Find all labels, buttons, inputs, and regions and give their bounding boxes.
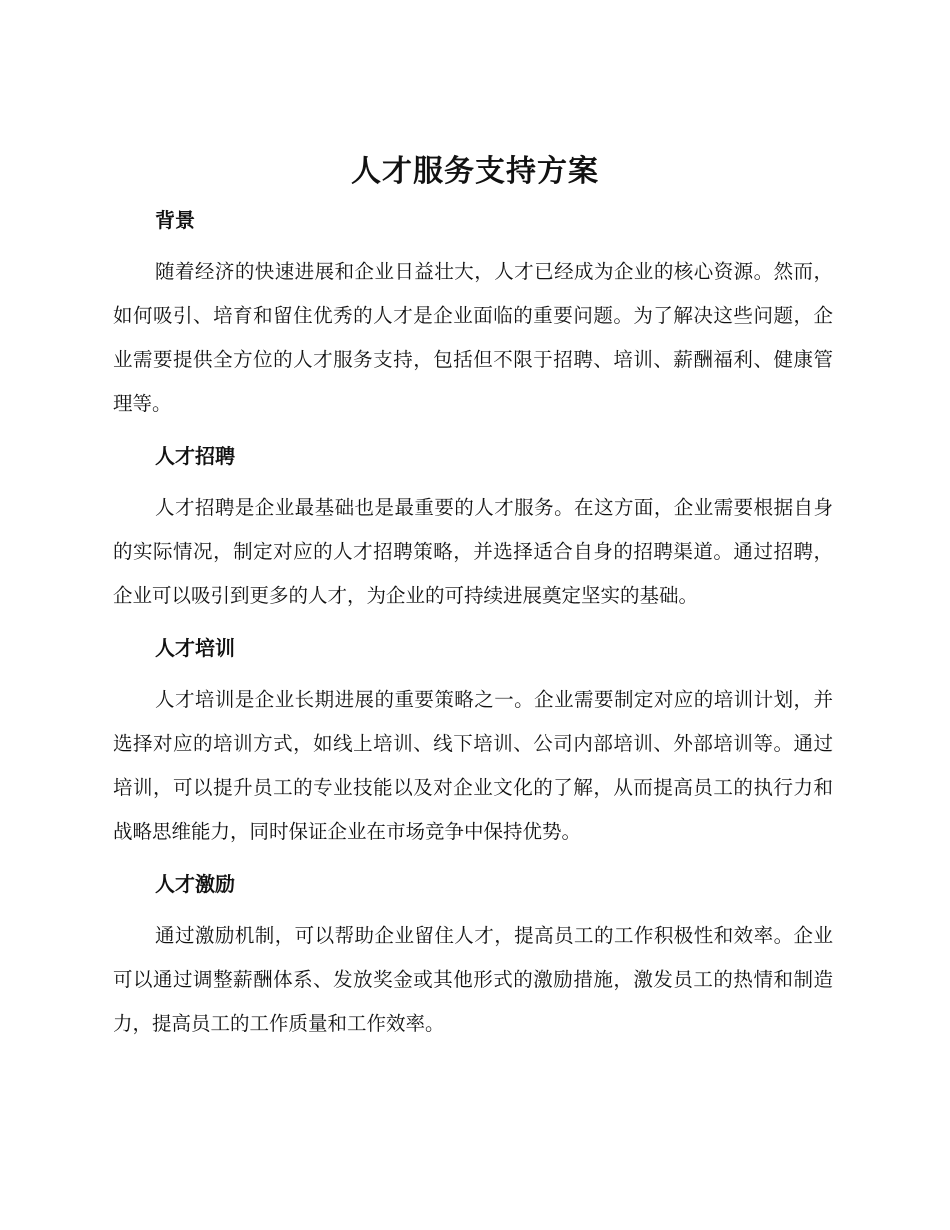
document-title: 人才服务支持方案 bbox=[351, 154, 599, 189]
section-heading-recruitment: 人才招聘 bbox=[155, 444, 235, 468]
document-body bbox=[113, 200, 833, 1054]
section-paragraph-training: 人才培训是企业长期进展的重要策略之一。企业需要制定对应的培训计划，并选择对应的培训方式，如线上培训、线下培训、公司内部培训、外部培训等。通过培训，可以提升员工的专业技能以及对企业文化的了解，从而提高员工的执行力和战略思维能力，同时保证企业在市场竞争中保持优势。 bbox=[113, 688, 833, 843]
section-paragraph-recruitment: 人才招聘是企业最基础也是最重要的人才服务。在这方面，企业需要根据自身的实际情况，制定对应的人才招聘策略，并选择适合自身的招聘渠道。通过招聘，企业可以吸引到更多的人才，为企业的可持续进展奠定坚实的基础。 bbox=[113, 496, 833, 607]
section-heading-incentive: 人才激励 bbox=[155, 872, 235, 896]
section-heading-background: 背景 bbox=[155, 208, 195, 232]
section-paragraph-incentive: 通过激励机制，可以帮助企业留住人才，提高员工的工作积极性和效率。企业可以通过调整薪酬体系、发放奖金或其他形式的激励措施，激发员工的热情和制造力，提高员工的工作质量和工作效率。 bbox=[113, 924, 833, 1035]
section-heading-training: 人才培训 bbox=[155, 636, 235, 660]
section-paragraph-background: 随着经济的快速进展和企业日益壮大，人才已经成为企业的核心资源。然而，如何吸引、培育和留住优秀的人才是企业面临的重要问题。为了解决这些问题，企业需要提供全方位的人才服务支持，包括但不限于招聘、培训、薪酬福利、健康管理等。 bbox=[113, 260, 833, 415]
